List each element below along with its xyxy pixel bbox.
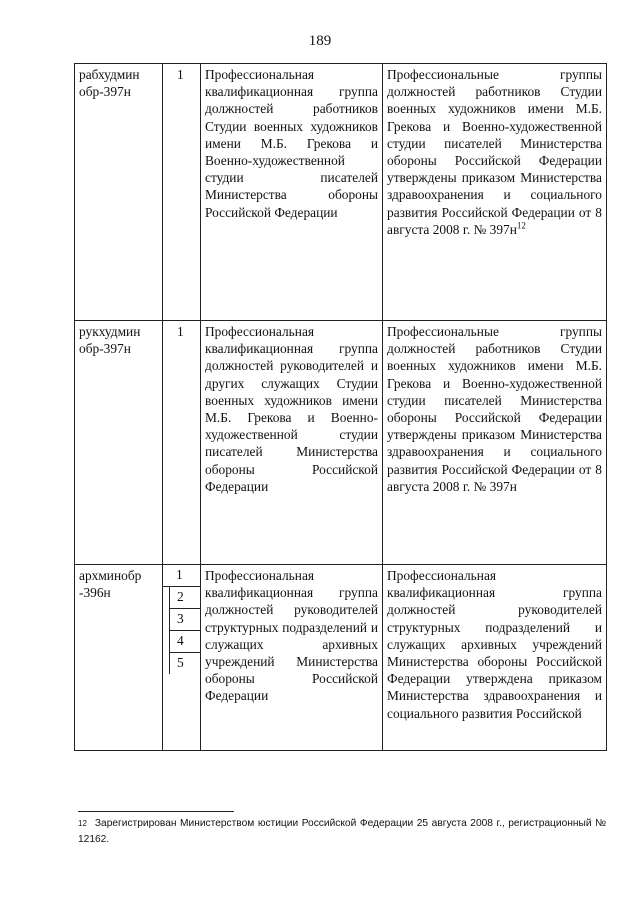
legal-basis-text: Профессиональная квалификационная группа должностей руководителей структурных подразделений и служащих архивных учреждений Министерства обороны Российской Федерации утверждена приказом Министерства здравоохранения и социального развития Российской: [387, 568, 602, 721]
level-number: 4: [169, 631, 200, 653]
group-name: Профессиональная квалификационная группа должностей руководителей и других служащих Студии военных художников имени М.Б. Грекова и Военно-художественной студии писателей Министерства обороны Российской Федерации: [201, 321, 383, 565]
legal-basis: [383, 64, 607, 321]
level-number: 3: [169, 609, 200, 631]
table-row: [75, 321, 607, 565]
group-name: Профессиональная квалификационная группа должностей руководителей структурных подразделений и служащих архивных учреждений Министерства обороны Российской Федерации: [201, 565, 383, 751]
group-code: рукхудмин обр-397н: [75, 321, 163, 565]
level-number: 2: [169, 587, 200, 609]
legal-basis-text: Профессиональные группы должностей работников Студии военных художников имени М.Б. Грекова и Военно-художественной студии писателей Министерства обороны Российской Федерации утверждены приказом Министерства здравоохранения и социального развития Российской Федерации от 8 августа 2008 г. № 397н: [387, 67, 602, 237]
level-number: 1: [163, 321, 201, 565]
table-row: [75, 64, 607, 321]
footnote: [78, 816, 606, 848]
level-number: 1: [163, 565, 200, 587]
group-name: Профессиональная квалификационная группа должностей работников Студии военных художников имени М.Б. Грекова и Военно-художественной студии писателей Министерства обороны Российской Федерации: [201, 64, 383, 321]
footnote-divider: [78, 811, 234, 812]
legal-basis-text: Профессиональные группы должностей работников Студии военных художников имени М.Б. Грекова и Военно-художественной студии писателей Министерства обороны Российской Федерации утверждены приказом Министерства здравоохранения и социального развития Российской Федерации от 8 августа 2008 г. № 397н: [387, 324, 602, 494]
footnote-reference: 12: [516, 220, 526, 231]
classification-table: [74, 63, 607, 751]
level-number: 1: [163, 64, 201, 321]
footnote-mark: 12: [78, 819, 87, 828]
group-code: архминобр -396н: [75, 565, 163, 751]
level-numbers: [163, 565, 201, 751]
footnote-text: Зарегистрирован Министерством юстиции Российской Федерации 25 августа 2008 г., регистрационный № 12162.: [78, 818, 606, 845]
table-row: [75, 565, 607, 751]
legal-basis: [383, 565, 607, 751]
group-code: рабхудмин обр-397н: [75, 64, 163, 321]
page-number: 189: [308, 33, 332, 49]
legal-basis: [383, 321, 607, 565]
level-number: 5: [169, 653, 200, 674]
